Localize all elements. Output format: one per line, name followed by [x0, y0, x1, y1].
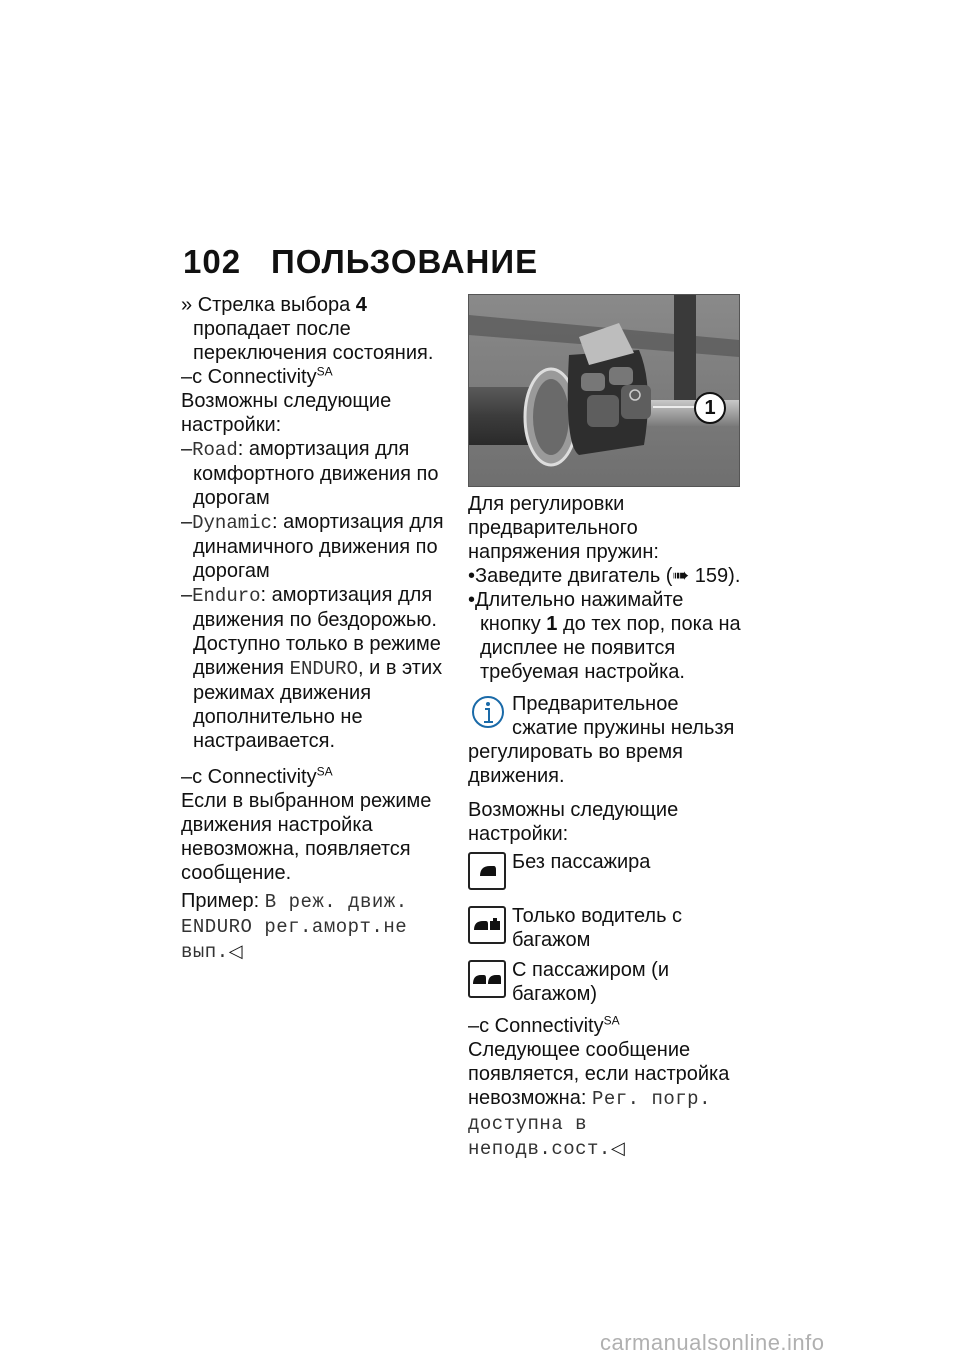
load-option-rider-passenger: С пассажиром (и багажом): [468, 958, 743, 1008]
watermark: carmanualsonline.info: [600, 1330, 825, 1355]
note-text: Предварительное сжатие пружины нельзя регулировать во время движения.: [468, 693, 735, 787]
result-paragraph: » Стрелка выбора 4 пропадает после переключения состояния.: [181, 294, 434, 364]
option-dynamic: –Dynamic: амортизация для динамичного движения по дорогам: [181, 511, 444, 582]
intro-text: Для регулировки предварительного напряжения пружин:: [468, 493, 659, 563]
option-road: –Road: амортизация для комфортного движения по дорогам: [181, 438, 439, 509]
rider-luggage-icon: [468, 906, 506, 944]
option-enduro: –Enduro: амортизация для движения по бездорожью. Доступно только в режиме движения ENDURO, и в этих режимах движения дополнительно не настраивается.: [181, 584, 443, 752]
connectivity-label: –с Connectivity$^{SA}$: [468, 1013, 620, 1037]
rider-only-icon: [468, 852, 506, 890]
right-column: [468, 492, 743, 1161]
handlebar-illustration: [469, 295, 739, 486]
info-note: [468, 692, 743, 788]
left-column: [181, 293, 451, 964]
info-icon: [468, 694, 508, 738]
possible-settings-text: Возможны следующие настройки:: [468, 799, 679, 845]
callout-1: 1: [704, 397, 716, 419]
connectivity-label-2: –с Connectivity$^{SA}$: [181, 764, 333, 788]
step-2: •Длительно нажимайте кнопку 1 до тех пор, пока на дисплее не появится требуемая настройка.: [468, 589, 741, 683]
step-1: •Заведите двигатель (➠ 159).: [468, 565, 741, 587]
connectivity-message-text: Если в выбранном режиме движения настройка невозможна, появляется сообщение.: [181, 790, 432, 884]
load-option-rider-only: Без пассажира: [468, 850, 743, 900]
reference-arrow-icon: ➠: [672, 565, 690, 587]
rider-passenger-icon: [468, 960, 506, 998]
section-title: ПОЛЬЗОВАНИЕ: [271, 243, 539, 280]
end-mark: ◁: [610, 1138, 625, 1158]
page-header: [183, 243, 538, 281]
result-marker: »: [181, 294, 193, 316]
handlebar-switch-photo: [468, 294, 740, 487]
example-text: Пример: В реж. движ. ENDURO рег.аморт.не вып.◁: [181, 890, 408, 963]
connectivity-label: –с Connectivity$^{SA}$: [181, 364, 333, 388]
possible-settings-text: Возможны следующие настройки:: [181, 390, 392, 436]
end-mark: ◁: [228, 941, 243, 961]
load-option-rider-luggage: Только водитель с багажом: [468, 904, 743, 954]
connectivity-message-text: Следующее сообщение появляется, если настройка невозможна: Рег. погр. доступна в неподв.сост.◁: [468, 1039, 730, 1160]
page-number: 102: [183, 243, 242, 280]
